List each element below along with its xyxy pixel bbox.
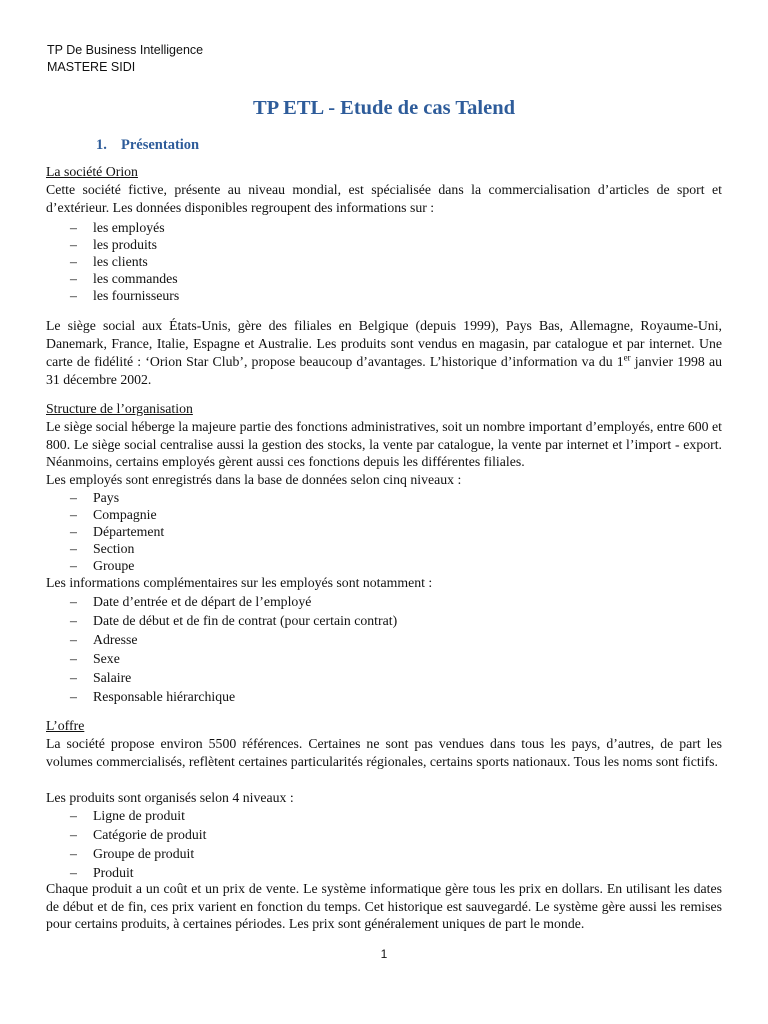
document-title: TP ETL - Etude de cas Talend bbox=[252, 97, 516, 119]
list-item: – Compagnie bbox=[70, 507, 157, 522]
list-item: – Produit bbox=[70, 865, 134, 880]
list-item: – Date d’entrée et de départ de l’employé bbox=[70, 594, 312, 609]
list-item: – Département bbox=[70, 524, 165, 539]
paragraph-employee-levels: Les employés sont enregistrés dans la base de données selon cinq niveaux : bbox=[46, 472, 462, 487]
list-item: – les produits bbox=[70, 237, 157, 252]
list-item: – Salaire bbox=[70, 670, 132, 685]
subheading-orion: La société Orion bbox=[46, 164, 138, 179]
list-item: – Date de début et de fin de contrat (pour certain contrat) bbox=[70, 613, 398, 628]
paragraph-structure-intro: Le siège social héberge la majeure partie des fonctions administratives, soit un nombre important d’employés, entre 600 et 800. Le siège social centralise aussi la gestion des stocks, la vente par catalogue, la vente par internet et l’import - export. Néanmoins, certains employés gèrent aussi ces fonctions depuis les différentes filiales. bbox=[46, 419, 722, 469]
paragraph-product-levels: Les produits sont organisés selon 4 niveaux : bbox=[46, 790, 294, 805]
list-item: – Pays bbox=[70, 490, 120, 505]
subheading-structure: Structure de l’organisation bbox=[46, 401, 193, 416]
list-item: – Sexe bbox=[70, 651, 120, 666]
paragraph-employee-info: Les informations complémentaires sur les employés sont notamment : bbox=[46, 575, 433, 590]
list-item: – les employés bbox=[70, 220, 165, 235]
page-header bbox=[47, 42, 203, 76]
list-item: – les commandes bbox=[70, 271, 178, 286]
list-item: – Groupe bbox=[70, 558, 135, 573]
header-course: TP De Business Intelligence bbox=[47, 43, 204, 57]
list-item: – Responsable hiérarchique bbox=[70, 689, 236, 704]
paragraph-orion-intro: Cette société fictive, présente au niveau mondial, est spécialisée dans la commercialisation d’articles de sport et d’extérieur. Les données disponibles regroupent des informations sur : bbox=[46, 182, 722, 215]
header-program: MASTERE SIDI bbox=[47, 60, 136, 74]
list-employee-info bbox=[46, 592, 722, 706]
list-item: – les clients bbox=[70, 254, 148, 269]
paragraph-orion-headquarters: Le siège social aux États-Unis, gère des filiales en Belgique (depuis 1999), Pays Bas, Allemagne, Royaume-Uni, Danemark, France, Italie, Espagne et Australie. Les produits sont vendus en magasin, par catalogue et par internet. Une carte de fidélité : ‘Orion Star Club’, propose beaucoup d’avantages. L’historique d’information va du 1er janvier 1998 au 31 décembre 2002. bbox=[46, 318, 722, 387]
list-item: – Ligne de produit bbox=[70, 808, 185, 823]
paragraph-offer-intro: La société propose environ 5500 références. Certaines ne sont pas vendues dans tous les pays, d’autres, de part les volumes commercialisés, reflètent certaines particularités régionales, certains sports nationaux. Tous les noms sont fictifs. bbox=[46, 736, 722, 769]
list-employee-levels bbox=[46, 489, 722, 574]
list-product-levels bbox=[46, 806, 722, 882]
subheading-offer: L’offre bbox=[46, 718, 85, 733]
list-item: – Section bbox=[70, 541, 135, 556]
list-data-topics bbox=[46, 219, 722, 304]
list-item: – Groupe de produit bbox=[70, 846, 195, 861]
paragraph-pricing: Chaque produit a un coût et un prix de vente. Le système informatique gère tous les prix en dollars. En utilisant les dates de début et de fin, ces prix varient en fonction du temps. Cet historique est sauvegardé. Le système gère aussi les remises pour certains produits, à certaines périodes. Les prix sont généralement uniques de part le monde. bbox=[46, 881, 722, 931]
section-number: 1. bbox=[96, 137, 107, 153]
list-item: – Adresse bbox=[70, 632, 138, 647]
page-number: 1 bbox=[380, 947, 388, 961]
list-item: – Catégorie de produit bbox=[70, 827, 207, 842]
section-title: Présentation bbox=[121, 137, 200, 153]
list-item: – les fournisseurs bbox=[70, 288, 180, 303]
